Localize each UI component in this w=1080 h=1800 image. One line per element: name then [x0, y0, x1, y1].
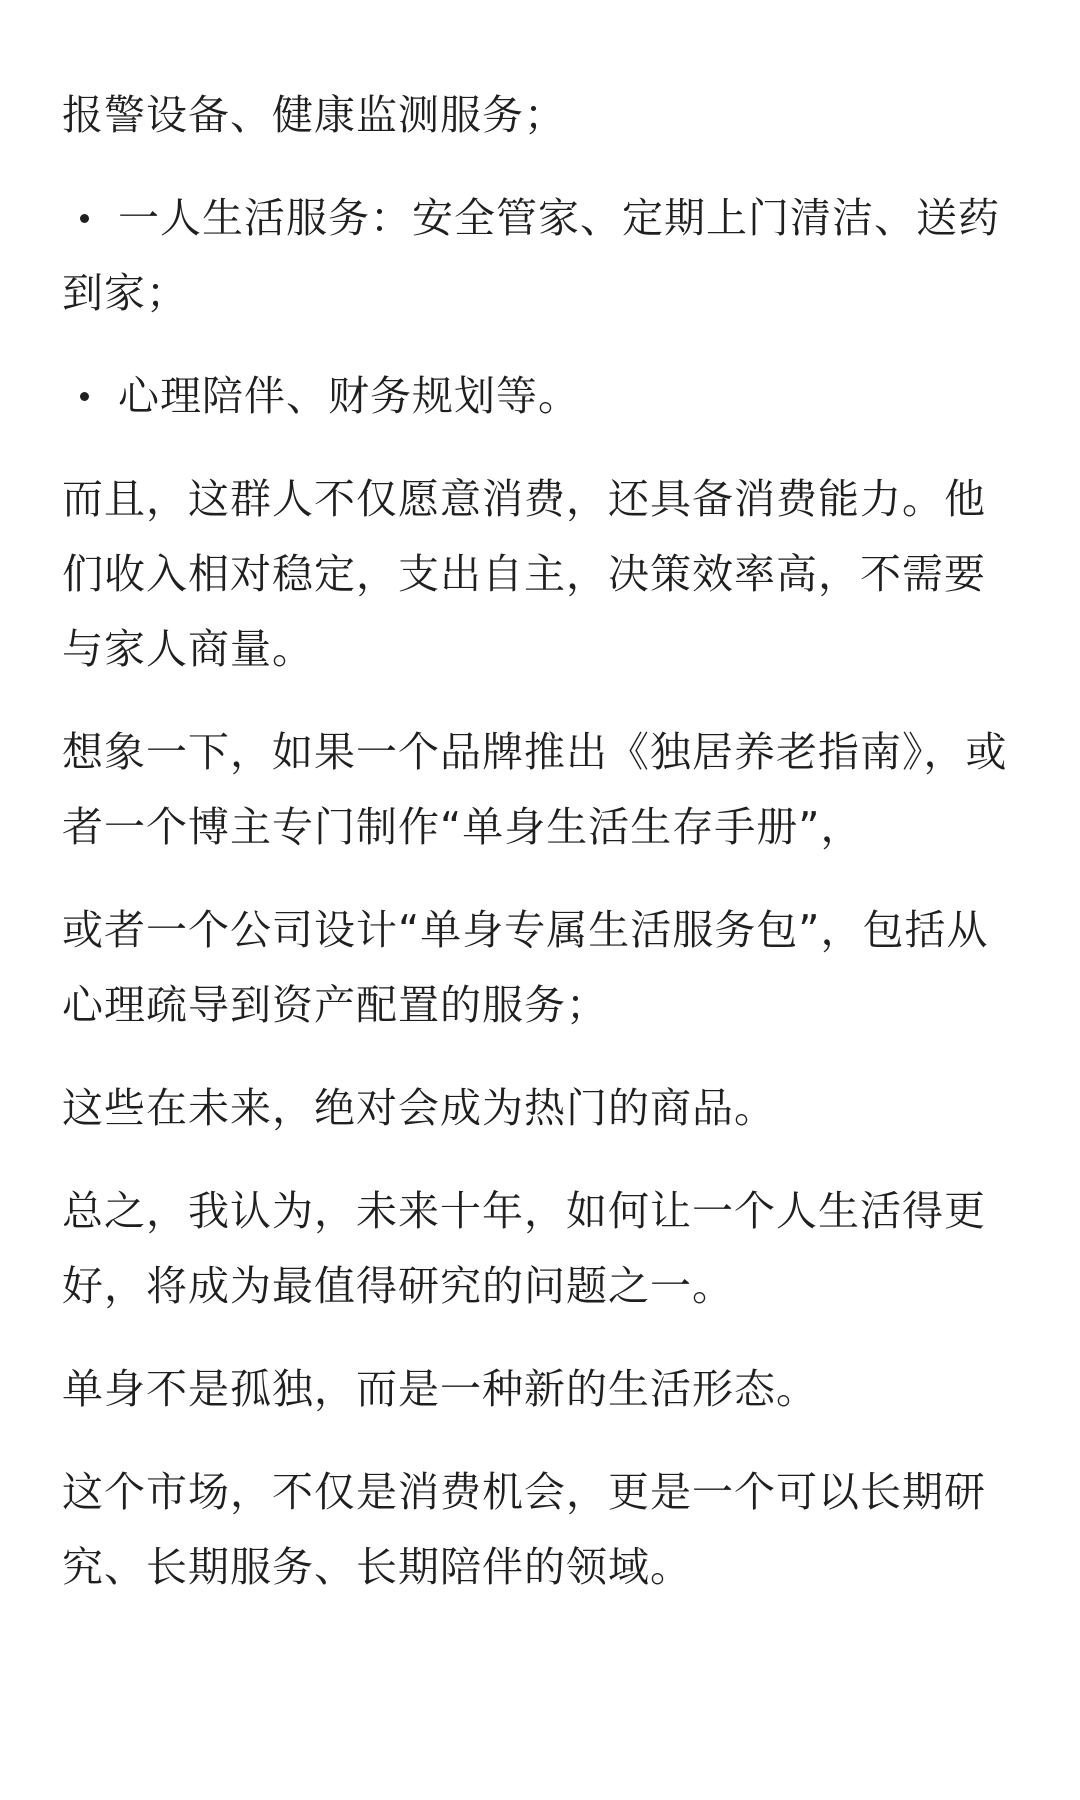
paragraph: 而且，这群人不仅愿意消费，还具备消费能力。他们收入相对稳定，支出自主，决策效率高，不需要与家人商量。: [62, 475, 986, 673]
bullet-icon: [80, 214, 89, 223]
paragraph: 想象一下，如果一个品牌推出《独居养老指南》，或者一个博主专门制作“单身生活生存手册”，: [62, 728, 1008, 851]
bullet-icon: [80, 392, 89, 401]
paragraph: 总之，我认为，未来十年，如何让一个人生活得更好，将成为最值得研究的问题之一。: [62, 1187, 986, 1310]
list-item-text: 心理陪伴、财务规划等。: [118, 372, 580, 420]
list-item: [62, 181, 1022, 331]
paragraph: 或者一个公司设计“单身专属生活服务包”，包括从心理疏导到资产配置的服务；: [62, 906, 989, 1029]
paragraph: 报警设备、健康监测服务；: [62, 91, 566, 139]
list-item: [62, 359, 1022, 434]
paragraph: 单身不是孤独，而是一种新的生活形态。: [62, 1365, 818, 1413]
paragraph: 这些在未来，绝对会成为热门的商品。: [62, 1084, 776, 1132]
list-item-text: 一人生活服务：安全管家、定期上门清洁、送药到家；: [62, 194, 1000, 317]
paragraph: 这个市场，不仅是消费机会，更是一个可以长期研究、长期服务、长期陪伴的领域。: [62, 1468, 986, 1591]
article-body: [62, 78, 1022, 1633]
